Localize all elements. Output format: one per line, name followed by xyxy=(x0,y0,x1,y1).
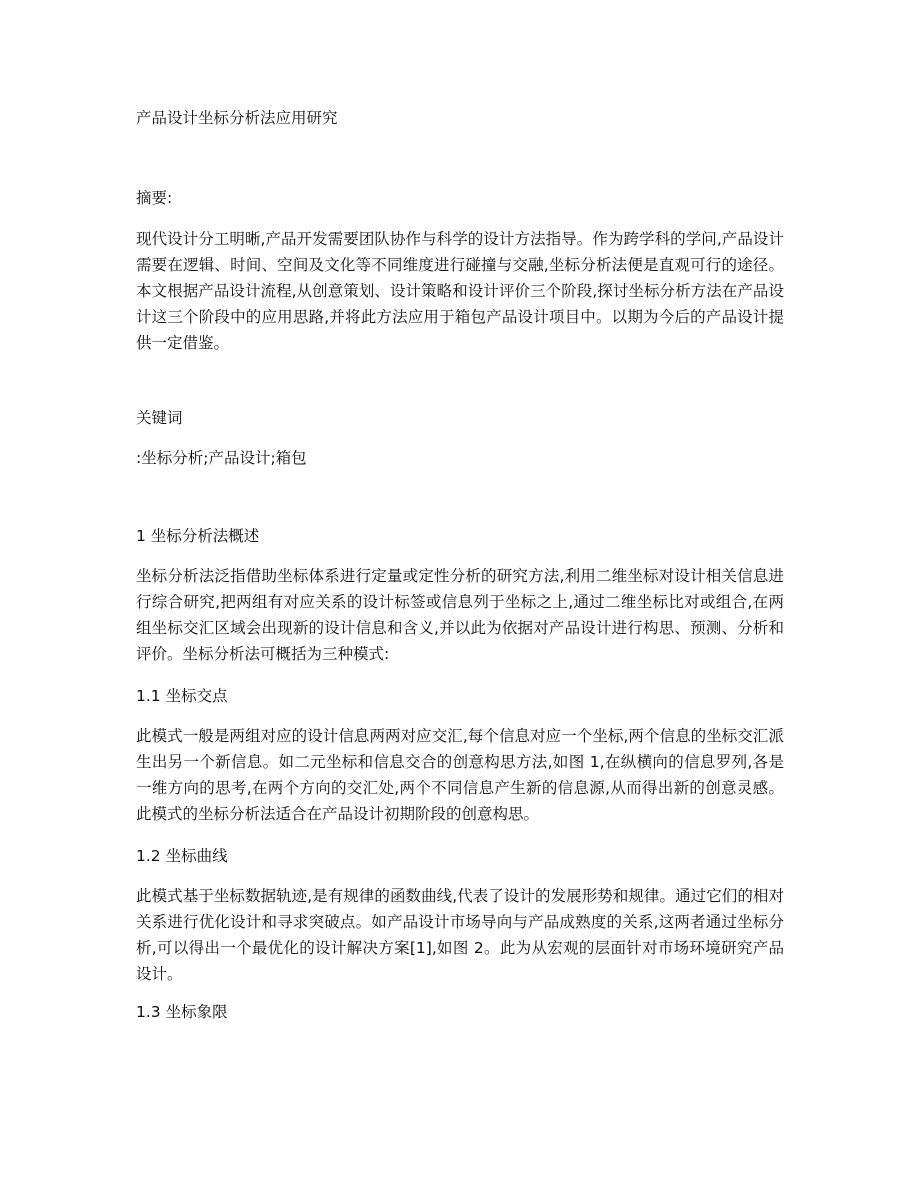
keywords-label: 关键词 xyxy=(136,409,183,427)
section-1-3-heading: 1.3 坐标象限 xyxy=(136,1003,228,1021)
section-1-2-text: 此模式基于坐标数据轨迹,是有规律的函数曲线,代表了设计的发展形势和规律。通过它们的相对关系进行优化设计和寻求突破点。如产品设计市场导向与产品成熟度的关系,这两者通过坐标分析,可以得出一个最优化的设计解决方案[1],如图 2。此为从宏观的层面针对市场环境研究产品设计。 xyxy=(136,887,784,983)
section-1-text: 坐标分析法泛指借助坐标体系进行定量或定性分析的研究方法,利用二维坐标对设计相关信息进行综合研究,把两组有对应关系的设计标签或信息列于坐标之上,通过二维坐标比对或组合,在两组坐标交汇区域会出现新的设计信息和含义,并以此为依据对产品设计进行构思、预测、分析和评价。坐标分析法可概括为三种模式: xyxy=(136,567,784,663)
section-1-heading: 1 坐标分析法概述 xyxy=(136,527,260,545)
document-title: 产品设计坐标分析法应用研究 xyxy=(136,109,338,127)
abstract-text: 现代设计分工明晰,产品开发需要团队协作与科学的设计方法指导。作为跨学科的学问,产品设计需要在逻辑、时间、空间及文化等不同维度进行碰撞与交融,坐标分析法便是直观可行的途径。本文根据产品设计流程,从创意策划、设计策略和设计评价三个阶段,探讨坐标分析方法在产品设计这三个阶段中的应用思路,并将此方法应用于箱包产品设计项目中。以期为今后的产品设计提供一定借鉴。 xyxy=(136,230,784,352)
section-1-1-heading: 1.1 坐标交点 xyxy=(136,687,228,705)
section-1-1-text: 此模式一般是两组对应的设计信息两两对应交汇,每个信息对应一个坐标,两个信息的坐标交汇派生出另一个新信息。如二元坐标和信息交合的创意构思方法,如图 1,在纵横向的信息罗列,各是一维方向的思考,在两个方向的交汇处,两个不同信息产生新的信息源,从而得出新的创意灵感。此模式的坐标分析法适合在产品设计初期阶段的创意构思。 xyxy=(136,727,784,823)
abstract-label: 摘要: xyxy=(136,189,173,207)
section-1-2-heading: 1.2 坐标曲线 xyxy=(136,847,228,865)
keywords-text: :坐标分析;产品设计;箱包 xyxy=(136,449,307,467)
